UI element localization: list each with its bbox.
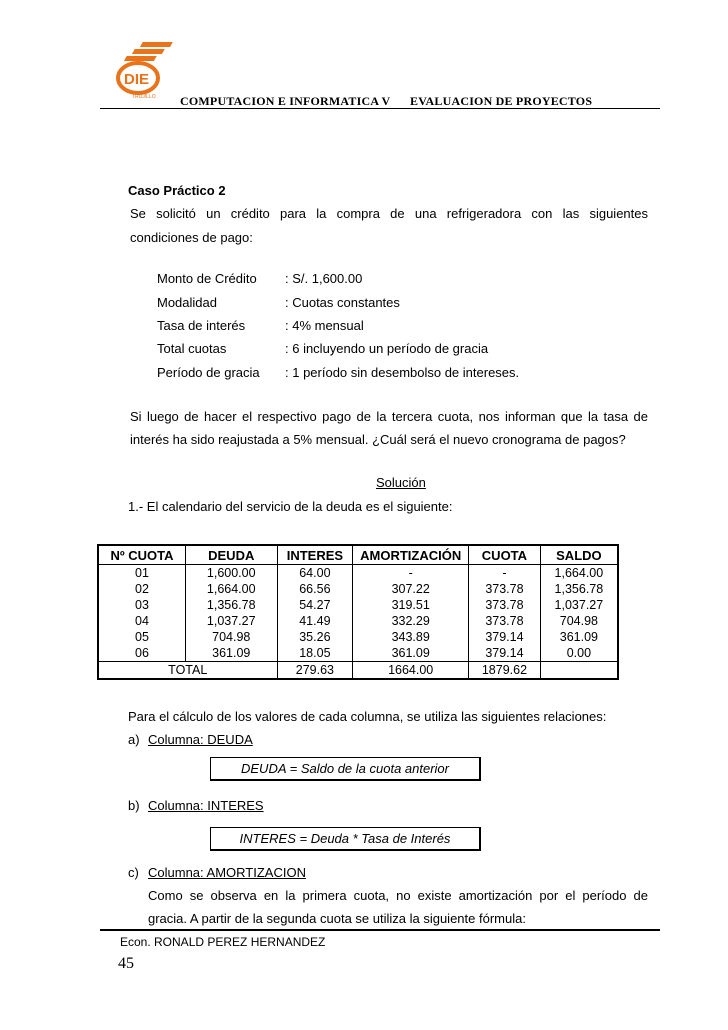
- case-intro-line1: Se solicitó un crédito para la compra de una refrigeradora con las siguientes: [130, 206, 648, 221]
- table-cell: 1,600.00: [186, 565, 278, 582]
- header-course: COMPUTACION E INFORMATICA V: [180, 94, 391, 108]
- column-header: INTERES: [277, 545, 353, 565]
- page-number: 45: [118, 955, 134, 972]
- total-label: TOTAL: [98, 662, 277, 680]
- table-cell: 361.09: [353, 645, 469, 662]
- total-amortizacion: 1664.00: [353, 662, 469, 680]
- case-title: Caso Práctico 2: [128, 183, 226, 198]
- column-header: AMORTIZACIÓN: [353, 545, 469, 565]
- column-header: SALDO: [540, 545, 618, 565]
- condition-label: Modalidad: [157, 295, 217, 310]
- table-cell: 379.14: [469, 629, 541, 645]
- total-cuota: 1879.62: [469, 662, 541, 680]
- interes-formula-box: INTERES = Deuda * Tasa de Interés: [210, 827, 481, 851]
- total-empty: [540, 662, 618, 680]
- table-cell: 1,664.00: [186, 581, 278, 597]
- table-cell: 03: [135, 598, 149, 612]
- condition-value: : 1 período sin desembolso de intereses.: [285, 365, 520, 380]
- deuda-formula-box: DEUDA = Saldo de la cuota anterior: [210, 757, 481, 781]
- table-row: [98, 581, 618, 597]
- table-cell: 41.49: [277, 613, 353, 629]
- table-cell: 319.51: [353, 597, 469, 613]
- table-cell: 361.09: [186, 645, 278, 662]
- table-row: [98, 613, 618, 629]
- total-interes: 279.63: [277, 662, 353, 680]
- item-prefix: a): [128, 732, 140, 747]
- condition-value: : 6 incluyendo un período de gracia: [285, 341, 489, 356]
- table-cell: 04: [135, 614, 149, 628]
- table-cell: 0.00: [540, 645, 618, 662]
- table-cell: 66.56: [277, 581, 353, 597]
- institution-logo: [110, 40, 180, 104]
- table-cell: 1,037.27: [540, 597, 618, 613]
- table-cell: 18.05: [277, 645, 353, 662]
- table-cell: 373.78: [469, 613, 541, 629]
- table-cell: 64.00: [277, 565, 353, 582]
- table-row: [98, 645, 618, 662]
- solution-step1: 1.- El calendario del servicio de la deuda es el siguiente:: [128, 499, 453, 514]
- table-cell: 02: [135, 582, 149, 596]
- footer-divider: [100, 929, 660, 931]
- column-header: DEUDA: [186, 545, 278, 565]
- table-header-row: [98, 545, 618, 565]
- amortizacion-text-line2: gracia. A partir de la segunda cuota se utiliza la siguiente fórmula:: [148, 911, 526, 926]
- condition-label: Período de gracia: [157, 365, 260, 380]
- table-cell: 06: [135, 646, 149, 660]
- table-cell: -: [469, 565, 541, 582]
- amortizacion-text-line1: Como se observa en la primera cuota, no existe amortización por el período de: [148, 888, 648, 903]
- column-deuda-title: Columna: DEUDA: [148, 732, 253, 747]
- table-cell: 332.29: [353, 613, 469, 629]
- table-cell: 1,356.78: [540, 581, 618, 597]
- column-interes-title: Columna: INTERES: [148, 798, 264, 813]
- table-cell: 01: [135, 566, 149, 580]
- condition-label: Monto de Crédito: [157, 271, 257, 286]
- condition-value: : Cuotas constantes: [285, 295, 400, 310]
- table-row: [98, 629, 618, 645]
- debt-schedule-table: [97, 544, 619, 680]
- table-cell: 704.98: [540, 613, 618, 629]
- table-cell: 361.09: [540, 629, 618, 645]
- header-subject: EVALUACION DE PROYECTOS: [410, 94, 593, 108]
- condition-label: Total cuotas: [157, 341, 227, 356]
- condition-value: : 4% mensual: [285, 318, 364, 333]
- relations-intro: Para el cálculo de los valores de cada columna, se utiliza las siguientes relaciones:: [128, 709, 607, 724]
- table-row: [98, 565, 618, 582]
- table-cell: 35.26: [277, 629, 353, 645]
- footer-author: Econ. RONALD PEREZ HERNANDEZ: [120, 935, 326, 949]
- svg-text:DIE: DIE: [124, 71, 150, 88]
- table-cell: 1,037.27: [186, 613, 278, 629]
- table-cell: 373.78: [469, 581, 541, 597]
- table-row: [98, 597, 618, 613]
- condition-value: : S/. 1,600.00: [285, 271, 363, 286]
- column-amortizacion-title: Columna: AMORTIZACION: [148, 865, 306, 880]
- table-cell: 54.27: [277, 597, 353, 613]
- table-cell: 1,664.00: [540, 565, 618, 582]
- svg-text:TRUJILLO: TRUJILLO: [132, 94, 156, 100]
- table-cell: 307.22: [353, 581, 469, 597]
- table-cell: 343.89: [353, 629, 469, 645]
- header-underline: [410, 108, 602, 109]
- table-total-row: [98, 662, 618, 680]
- table-cell: 373.78: [469, 597, 541, 613]
- column-header: Nº CUOTA: [98, 545, 186, 565]
- item-prefix: c): [128, 865, 139, 880]
- table-cell: 05: [135, 630, 149, 644]
- question-line1: Si luego de hacer el respectivo pago de la tercera cuota, nos informan que la tasa de: [130, 409, 648, 424]
- question-line2: interés ha sido reajustada a 5% mensual. ¿Cuál será el nuevo cronograma de pagos?: [130, 432, 626, 447]
- table-cell: 1,356.78: [186, 597, 278, 613]
- condition-label: Tasa de interés: [157, 318, 246, 333]
- solution-title: Solución: [376, 475, 426, 490]
- case-intro-line2: condiciones de pago:: [130, 230, 253, 245]
- item-prefix: b): [128, 798, 140, 813]
- table-cell: 704.98: [186, 629, 278, 645]
- column-header: CUOTA: [469, 545, 541, 565]
- table-cell: 379.14: [469, 645, 541, 662]
- table-cell: -: [353, 565, 469, 582]
